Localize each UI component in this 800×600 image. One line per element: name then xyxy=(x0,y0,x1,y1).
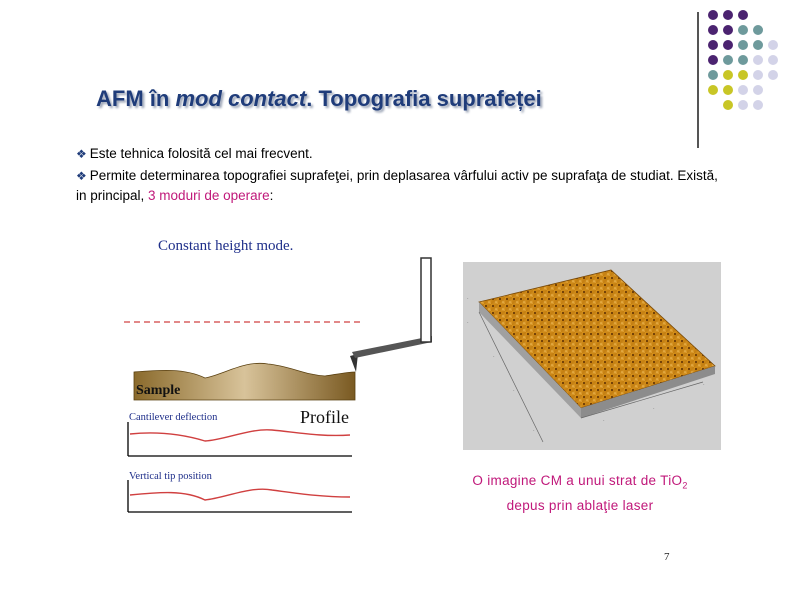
tip-position-curve xyxy=(130,489,350,500)
sample-label: Sample xyxy=(136,383,181,398)
bullet-2-text: Permite determinarea topografiei suprafeţei, prin deplasarea vârfului activ pe suprafaţa de studiat. Există, in principal, xyxy=(76,168,718,203)
svg-text:·: · xyxy=(467,320,469,326)
cantilever-deflection-label: Cantilever deflection xyxy=(129,412,218,423)
vertical-tip-position-label: Vertical tip position xyxy=(129,471,212,482)
afm-surface-render xyxy=(463,262,721,450)
title-prefix: AFM în xyxy=(96,86,176,111)
page-number: 7 xyxy=(664,551,670,563)
caption-line-2: depus prin ablaţie laser xyxy=(506,497,654,513)
title-italic: mod contact xyxy=(175,86,307,111)
afm-topography-image xyxy=(463,262,721,450)
svg-text:·: · xyxy=(703,382,705,388)
svg-text:·: · xyxy=(467,296,469,302)
cantilever-holder xyxy=(421,258,431,342)
caption-line-1 xyxy=(430,471,730,496)
diagram-title: Constant height mode. xyxy=(158,238,294,254)
svg-text:·: · xyxy=(513,388,515,394)
profile-label: Profile xyxy=(300,407,349,427)
svg-text:·: · xyxy=(653,406,655,412)
image-caption xyxy=(430,471,730,516)
cantilever-arm xyxy=(352,336,432,358)
diamond-bullet-icon: ❖ xyxy=(76,169,87,183)
svg-text:·: · xyxy=(533,428,535,434)
caption-subscript: 2 xyxy=(682,480,688,491)
caption-line-1-text: O imagine CM a unui strat de TiO xyxy=(472,473,683,488)
bullet-1-text: Este tehnica folosită cel mai frecvent. xyxy=(89,146,313,161)
bullet-2-highlight: 3 moduri de operare xyxy=(148,188,270,203)
svg-text:·: · xyxy=(603,418,605,424)
title-suffix: . Topografia suprafeței xyxy=(306,86,542,111)
bullet-2-end: : xyxy=(269,188,274,203)
diamond-bullet-icon: ❖ xyxy=(76,147,87,161)
svg-text:·: · xyxy=(493,354,495,360)
deflection-curve xyxy=(130,430,350,441)
